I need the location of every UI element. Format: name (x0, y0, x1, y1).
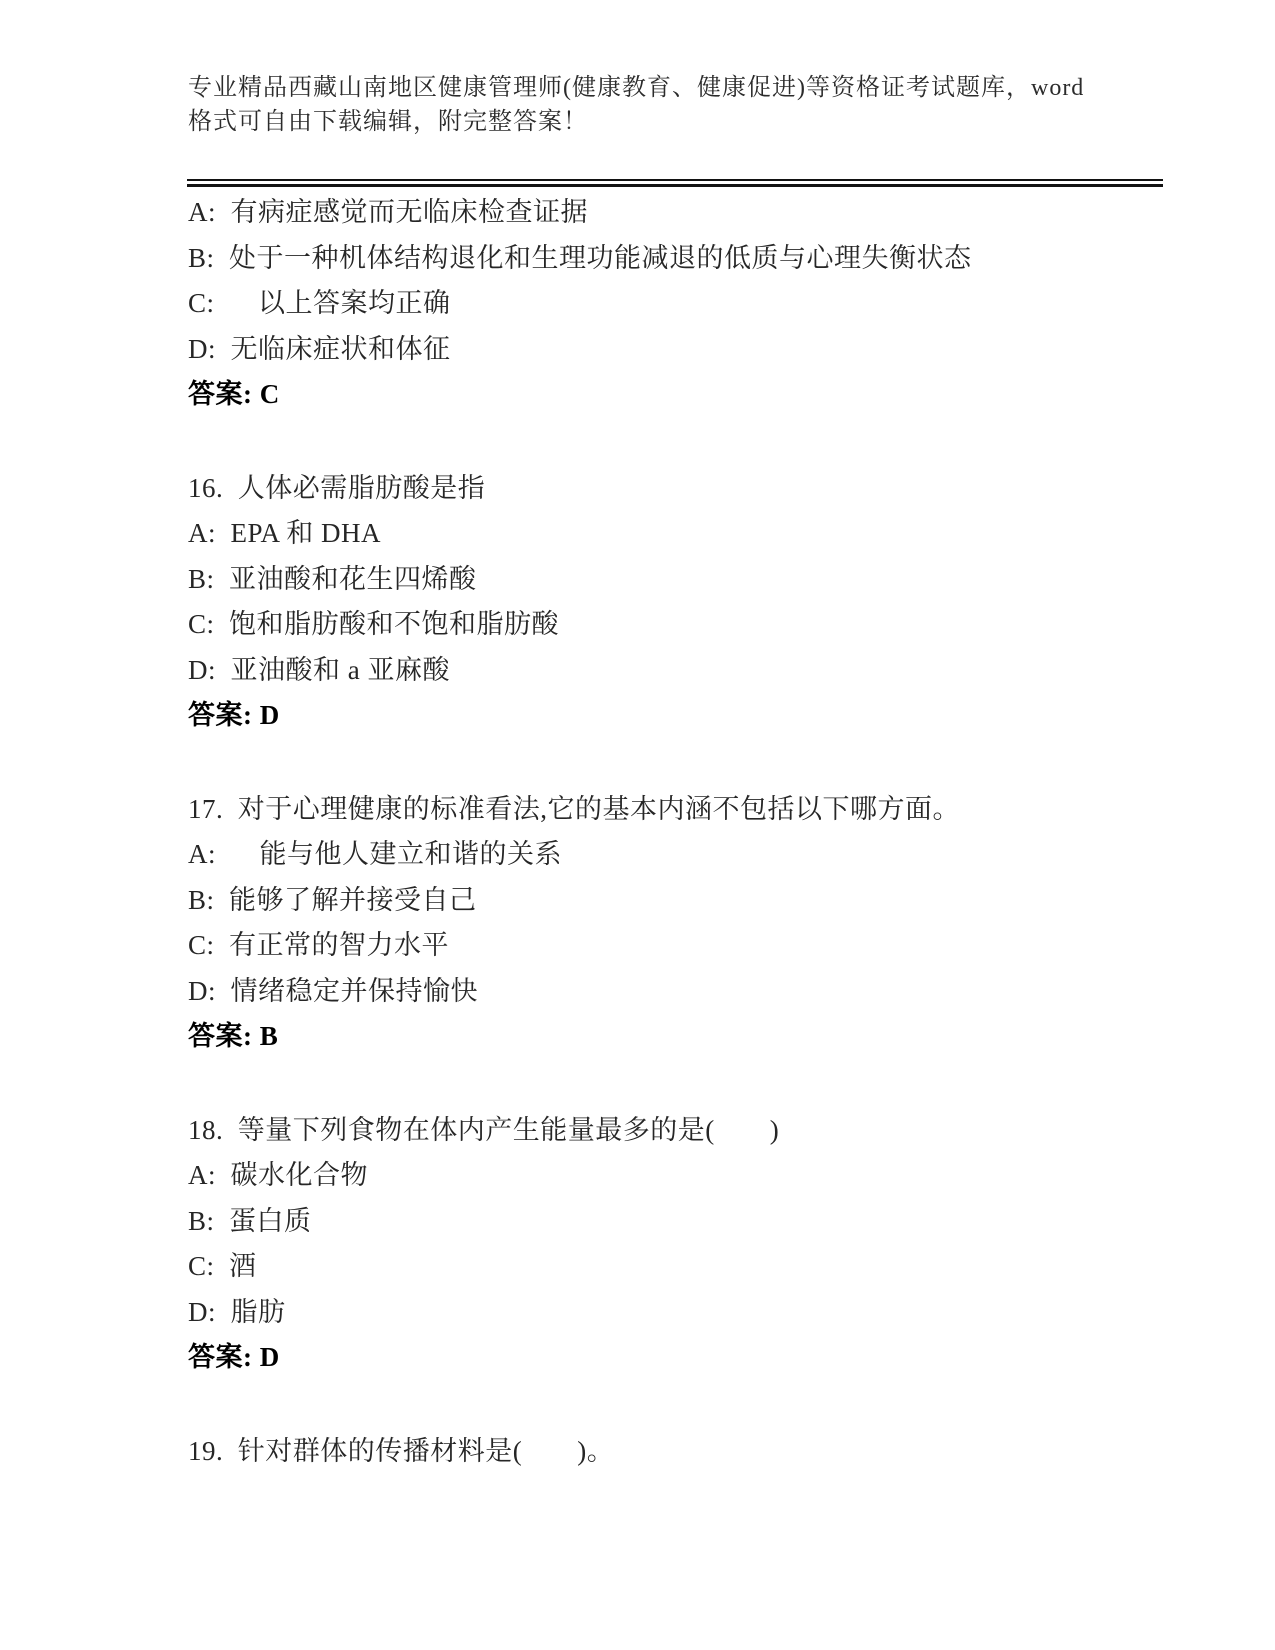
question-text: 18. 等量下列食物在体内产生能量最多的是( ) (188, 1114, 780, 1145)
option-text: C: 有正常的智力水平 (188, 930, 450, 960)
question-block (188, 1108, 1188, 1381)
option-text: C: 以上答案均正确 (188, 288, 451, 318)
question-text: 19. 针对群体的传播材料是( )。 (188, 1435, 615, 1466)
question-text: 17. 对于心理健康的标准看法,它的基本内涵不包括以下哪方面。 (188, 793, 960, 824)
question-block (188, 190, 1188, 418)
header-line-2: 格式可自由下载编辑，附完整答案！ (188, 109, 588, 135)
question-block (188, 1429, 1188, 1475)
question-block (188, 787, 1188, 1060)
option-text: B: 能够了解并接受自己 (188, 884, 477, 915)
option-text: A: 能与他人建立和谐的关系 (188, 839, 562, 869)
option-text: A: EPA 和 DHA (188, 518, 382, 548)
option-text: D: 情绪稳定并保持愉快 (188, 975, 478, 1006)
option-text: A: 碳水化合物 (188, 1160, 368, 1190)
answer-text: 答案: C (188, 379, 280, 409)
option-text: D: 脂肪 (188, 1296, 286, 1327)
answer-text: 答案: D (188, 1342, 280, 1372)
option-text: B: 处于一种机体结构退化和生理功能减退的低质与心理失衡状态 (188, 242, 972, 273)
header-divider-rule (187, 179, 1163, 187)
question-text: 16. 人体必需脂肪酸是指 (188, 472, 486, 503)
page-header (188, 71, 1170, 139)
question-block (188, 466, 1188, 739)
header-line-1: 专业精品西藏山南地区健康管理师(健康教育、健康促进)等资格证考试题库，word (188, 75, 1085, 101)
option-text: D: 亚油酸和 a 亚麻酸 (188, 654, 450, 685)
option-text: C: 饱和脂肪酸和不饱和脂肪酸 (188, 609, 560, 639)
option-text: C: 酒 (188, 1251, 257, 1281)
option-text: A: 有病症感觉而无临床检查证据 (188, 197, 588, 227)
option-text: B: 蛋白质 (188, 1205, 312, 1236)
question-list (188, 190, 1188, 1522)
option-text: D: 无临床症状和体征 (188, 333, 451, 364)
option-text: B: 亚油酸和花生四烯酸 (188, 563, 477, 594)
answer-text: 答案: D (188, 700, 280, 730)
answer-text: 答案: B (188, 1021, 279, 1051)
